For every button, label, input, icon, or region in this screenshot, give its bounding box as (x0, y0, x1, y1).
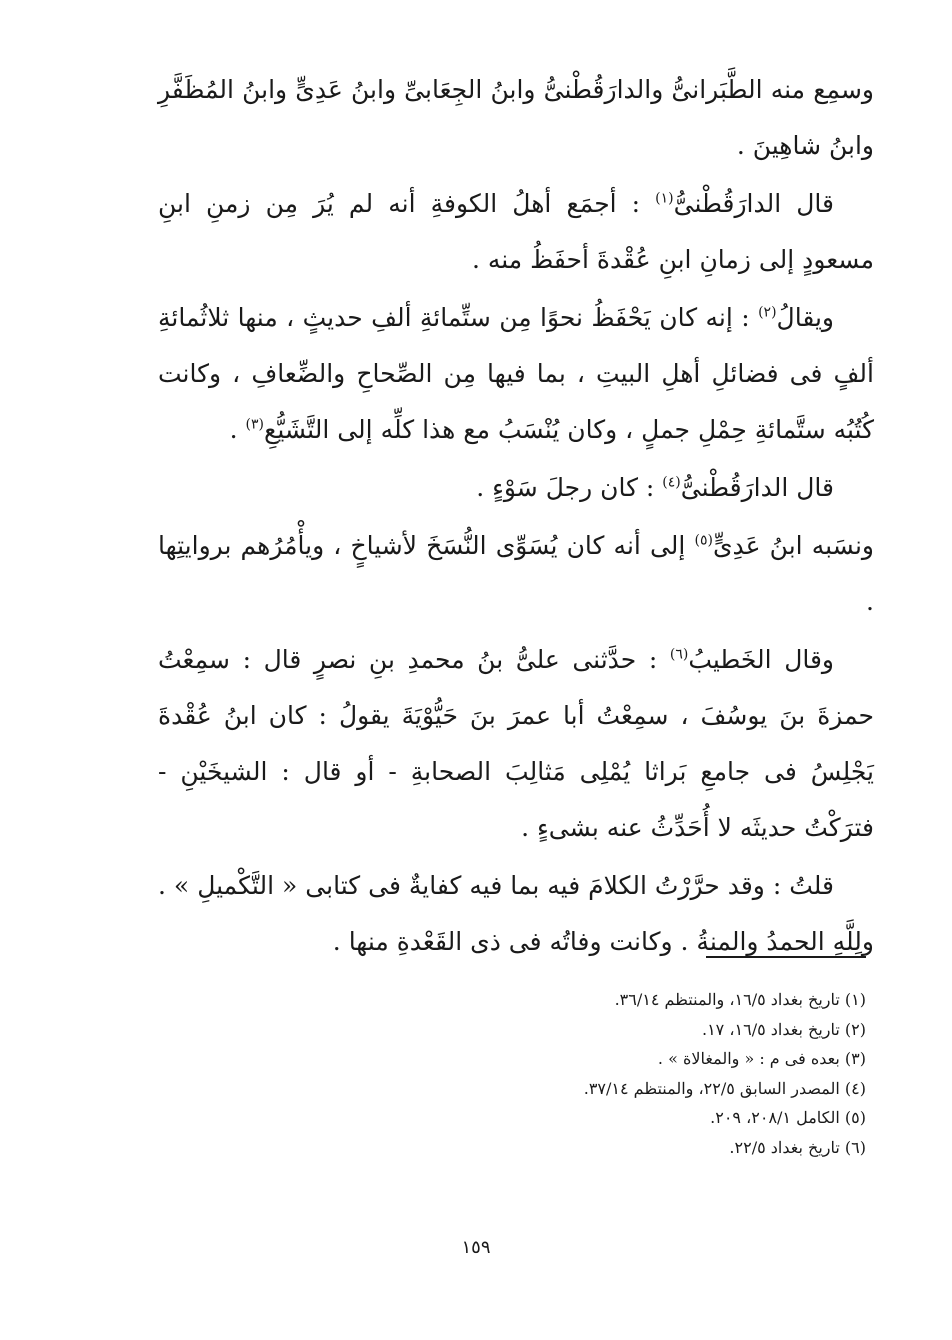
paragraph-text: ويقالُ (776, 303, 834, 332)
paragraph-text: قال الدارَقُطْنىُّ (680, 473, 834, 502)
footnote: (٢) تاريخ بغداد ١٦/٥، ١٧. (701, 1019, 866, 1039)
paragraph (158, 460, 874, 516)
footnote: (٥) الكامل ٢٠٨/١، ٢٠٩. (710, 1108, 866, 1127)
paragraph-text: إلى أنه كان يُسَوِّى النُّسَخَ لأشياخٍ ، ويأْمُرُهم بروايتِها . (158, 531, 874, 616)
paragraph-text: قلتُ : وقد حرَّرْتُ الكلامَ فيه بما فيه كفايةٌ فى كتابى « التَّكْميلِ » . ولِلَّهِ الحمدُ والمنةُ . وكانت وفاتُه فى ذى القَعْدةِ منها . (158, 871, 874, 956)
paragraph (158, 858, 874, 970)
footnotes (300, 985, 866, 1162)
paragraph (158, 632, 874, 856)
paragraph-text: وقال الخَطيبُ (688, 645, 834, 674)
paragraph-text: : كان رجلَ سَوْءٍ . (476, 473, 663, 502)
footnote: (٣) بعده فى م : « والمغالاة » . (657, 1049, 866, 1068)
footnote-reference: (٣) (245, 416, 265, 433)
footnote-reference: (١) (655, 190, 674, 207)
paragraph-text: : حدَّثنى علىُّ بنُ محمدِ بنِ نصرٍ قال : سمِعْتُ حمزةَ بنَ يوسُفَ ، سمِعْتُ أبا عمرَ بنَ حَيُّوْيَةَ يقولُ : كان ابنُ عُقْدةَ يَجْلِسُ فى جامعِ بَراثا يُمْلِى مَثالِبَ الصحابةِ - أو قال : الشيخَيْنِ - فترَكْتُ حديثَه لا أُحَدِّثُ عنه بشىءٍ . (158, 645, 874, 842)
paragraph (158, 62, 874, 174)
main-text (158, 62, 874, 972)
paragraph (158, 290, 874, 458)
paragraph (158, 518, 874, 630)
paragraph-text: وسمِع منه الطَّبَرانىُّ والدارَقُطْنىُّ وابنُ الجِعَابىِّ وابنُ عَدِىٍّ وابنُ المُظَفَّرِ وابنُ شاهِينَ . (158, 75, 874, 160)
page-number: ١٥٩ (461, 1237, 491, 1258)
footnote-reference: (٢) (758, 304, 777, 321)
paragraph-text: قال الدارَقُطْنىُّ (673, 189, 834, 218)
footnote-reference: (٦) (669, 646, 689, 663)
paragraph-text: : إنه كان يَحْفَظُ نحوًا مِن ستِّمائةِ ألفِ حديثٍ ، منها ثلاثُمائةِ ألفٍ فى فضائلِ أهلِ البيتِ ، بما فيها مِن الصِّحاحِ والضِّعافِ ، وكانت كُتُبُه ستَّمائةِ حِمْلِ جملٍ ، وكان يُنْسَبُ مع هذا كلِّه إلى التَّشَيُّعِ (158, 303, 874, 444)
paragraph-text: : أجمَع أهلُ الكوفةِ أنه لم يُرَ مِن زمنِ ابنِ مسعودٍ إلى زمانِ ابنِ عُقْدةَ أحفَظُ منه . (158, 189, 874, 274)
paragraph-text: ونسَبه ابنُ عَدِىٍّ (712, 531, 874, 560)
footnote-separator (706, 956, 866, 958)
footnote-reference: (٥) (694, 532, 713, 549)
paragraph (158, 176, 874, 288)
footnote-reference: (٤) (662, 474, 681, 491)
footnote: (٦) تاريخ بغداد ٢٢/٥. (729, 1137, 866, 1157)
footnote: (١) تاريخ بغداد ١٦/٥، والمنتظم ٣٦/١٤. (614, 990, 866, 1009)
footnote: (٤) المصدر السابق ٢٢/٥، والمنتظم ٣٧/١٤. (583, 1078, 866, 1098)
paragraph-text: . (229, 415, 246, 444)
